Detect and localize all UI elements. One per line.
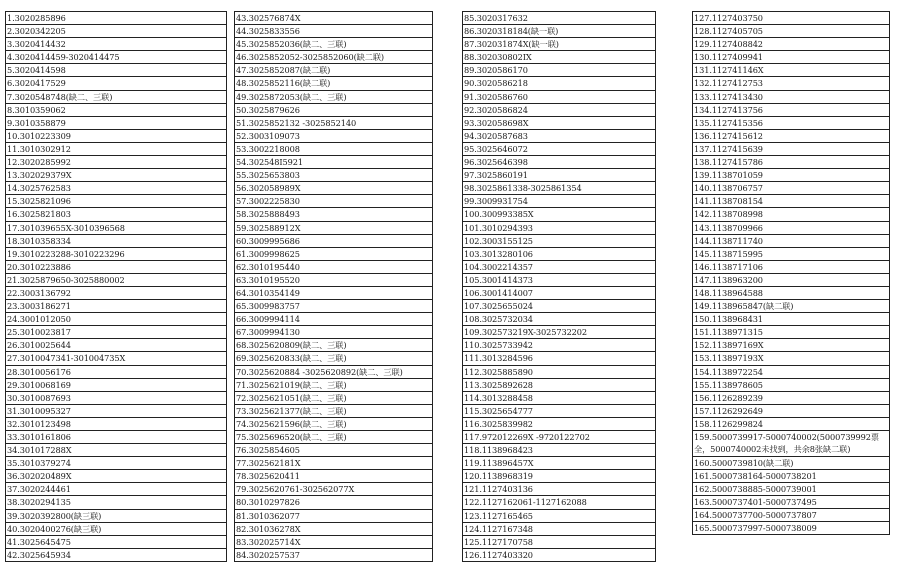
- invoice-entry: 48.3025852116(缺二联): [235, 77, 432, 90]
- invoice-entry: 41.3025645475: [6, 536, 226, 549]
- invoice-entry: 116.3025839982: [463, 418, 655, 431]
- invoice-entry: 164.5000737700-5000737807: [693, 509, 889, 522]
- invoice-entry: 154.1138972254: [693, 366, 889, 379]
- invoice-entry: 18.3010358334: [6, 235, 226, 248]
- invoice-entry: 79.3025620761-302562077X: [235, 483, 432, 496]
- invoice-entry: 100.300993385X: [463, 208, 655, 221]
- invoice-entry: 56.302058989X: [235, 182, 432, 195]
- invoice-entry: 101.3010294393: [463, 222, 655, 235]
- invoice-entry: 61.3009998625: [235, 248, 432, 261]
- invoice-entry: 39.3020392800(缺三联): [6, 510, 226, 523]
- invoice-entry: 150.1138968431: [693, 313, 889, 326]
- invoice-entry: 34.301017288X: [6, 444, 226, 457]
- invoice-entry: 10.3010223309: [6, 130, 226, 143]
- invoice-entry: 70.3025620884 -3025620892(缺二、三联): [235, 366, 432, 379]
- invoice-entry: 84.3020257537: [235, 549, 432, 562]
- invoice-entry: 7.3020548748(缺二、三联): [6, 91, 226, 104]
- invoice-entry: 109.302573219X-3025732202: [463, 326, 655, 339]
- invoice-entry: 49.3025872053(缺二、三联): [235, 91, 432, 104]
- invoice-entry: 122.1127162061-1127162088: [463, 496, 655, 509]
- invoice-entry: 120.1138968319: [463, 470, 655, 483]
- invoice-entry: 157.1126292649: [693, 405, 889, 418]
- invoice-entry: 6.3020417529: [6, 77, 226, 90]
- invoice-entry: 11.3010302912: [6, 143, 226, 156]
- invoice-list-column-2: [234, 11, 433, 562]
- invoice-entry: 123.1127165465: [463, 510, 655, 523]
- invoice-entry: 59.302588912X: [235, 222, 432, 235]
- invoice-entry: 90.3020586218: [463, 77, 655, 90]
- invoice-entry: 75.3025696520(缺二、三联): [235, 431, 432, 444]
- invoice-entry: 80.3010297826: [235, 496, 432, 509]
- invoice-entry: 141.1138708154: [693, 195, 889, 208]
- invoice-entry: 113.3025892628: [463, 379, 655, 392]
- invoice-entry: 128.1127405705: [693, 25, 889, 38]
- invoice-entry: 24.3001012050: [6, 313, 226, 326]
- invoice-entry: 156.1126289239: [693, 392, 889, 405]
- invoice-entry: 35.3010379274: [6, 457, 226, 470]
- invoice-entry: 96.3025646398: [463, 156, 655, 169]
- invoice-entry: 81.3010362077: [235, 510, 432, 523]
- invoice-entry: 160.5000739810(缺二联): [693, 457, 889, 470]
- invoice-entry: 33.3010161806: [6, 431, 226, 444]
- invoice-entry: 105.3001414373: [463, 274, 655, 287]
- invoice-entry: 152.113897169X: [693, 339, 889, 352]
- invoice-entry: 87.302031874X(缺一联): [463, 38, 655, 51]
- invoice-entry: 121.1127403136: [463, 483, 655, 496]
- invoice-entry: 50.3025879626: [235, 104, 432, 117]
- invoice-entry: 43.302576874X: [235, 12, 432, 25]
- invoice-entry: 135.1127415356: [693, 117, 889, 130]
- invoice-entry: 63.3010195520: [235, 274, 432, 287]
- invoice-entry: 114.3013288458: [463, 392, 655, 405]
- invoice-entry: 5.3020414598: [6, 64, 226, 77]
- invoice-entry: 65.3009983757: [235, 300, 432, 313]
- invoice-entry: 108.3025732034: [463, 313, 655, 326]
- invoice-entry: 29.3010068169: [6, 379, 226, 392]
- invoice-entry: 72.3025621051(缺二、三联): [235, 392, 432, 405]
- invoice-entry: 136.1127415612: [693, 130, 889, 143]
- invoice-entry: 62.3010195440: [235, 261, 432, 274]
- invoice-entry: 103.3013280106: [463, 248, 655, 261]
- invoice-list-column-4: [692, 11, 890, 535]
- invoice-entry: 88.302030802IX: [463, 51, 655, 64]
- invoice-list-column-1: [5, 11, 227, 562]
- invoice-entry: 147.1138963200: [693, 274, 889, 287]
- invoice-entry: 8.3010359062: [6, 104, 226, 117]
- invoice-entry: 106.3001414007: [463, 287, 655, 300]
- invoice-entry: 131.112741146X: [693, 64, 889, 77]
- invoice-entry: 16.3025821803: [6, 208, 226, 221]
- invoice-entry: 57.3002225830: [235, 195, 432, 208]
- invoice-entry: 133.1127413430: [693, 91, 889, 104]
- invoice-entry: 92.3020586824: [463, 104, 655, 117]
- invoice-entry: 126.1127403320: [463, 549, 655, 562]
- invoice-entry: 15.3025821096: [6, 195, 226, 208]
- invoice-entry: 140.1138706757: [693, 182, 889, 195]
- invoice-entry: 13.302029379X: [6, 169, 226, 182]
- invoice-entry: 67.3009994130: [235, 326, 432, 339]
- invoice-entry: 91.3020586760: [463, 91, 655, 104]
- invoice-entry: 86.3020318184(缺一联): [463, 25, 655, 38]
- invoice-entry: 146.1138717106: [693, 261, 889, 274]
- invoice-list-column-3: [462, 11, 656, 562]
- invoice-entry: 23.3003186271: [6, 300, 226, 313]
- invoice-entry: 14.3025762583: [6, 182, 226, 195]
- invoice-entry: 98.3025861338-3025861354: [463, 182, 655, 195]
- invoice-entry: 46.3025852052-3025852060(缺二联): [235, 51, 432, 64]
- invoice-entry: 155.1138978605: [693, 379, 889, 392]
- invoice-entry: 82.301036278X: [235, 523, 432, 536]
- invoice-entry: 129.1127408842: [693, 38, 889, 51]
- invoice-entry: 32.3010123498: [6, 418, 226, 431]
- invoice-entry: 3.3020414432: [6, 38, 226, 51]
- invoice-entry: 161.5000738164-5000738201: [693, 470, 889, 483]
- invoice-entry: 12.3020285992: [6, 156, 226, 169]
- invoice-entry: 1.3020285896: [6, 12, 226, 25]
- invoice-entry: 148.1138964588: [693, 287, 889, 300]
- invoice-entry: 165.5000737997-5000738009: [693, 522, 889, 535]
- invoice-entry: 102.3003155125: [463, 235, 655, 248]
- invoice-entry: 124.1127167348: [463, 523, 655, 536]
- invoice-entry: 69.3025620833(缺二、三联): [235, 352, 432, 365]
- invoice-entry: 54.302548I5921: [235, 156, 432, 169]
- invoice-entry: 76.3025854605: [235, 444, 432, 457]
- invoice-entry: 31.3010095327: [6, 405, 226, 418]
- invoice-entry: 73.3025621377(缺二、三联): [235, 405, 432, 418]
- invoice-entry: 74.3025621596(缺二、三联): [235, 418, 432, 431]
- invoice-entry: 68.3025620809(缺二、三联): [235, 339, 432, 352]
- invoice-entry: 36.302020489X: [6, 470, 226, 483]
- invoice-entry: 130.1127409941: [693, 51, 889, 64]
- invoice-entry: 26.3010025644: [6, 339, 226, 352]
- invoice-entry: 158.1126299824: [693, 418, 889, 431]
- invoice-entry: 44.3025833556: [235, 25, 432, 38]
- invoice-entry: 51.3025852132 -3025852140: [235, 117, 432, 130]
- invoice-entry: 149.1138965847(缺二联): [693, 300, 889, 313]
- invoice-entry: 60.3009995686: [235, 235, 432, 248]
- invoice-entry: 40.3020400276(缺三联): [6, 523, 226, 536]
- invoice-entry: 85.3020317632: [463, 12, 655, 25]
- invoice-entry: 97.3025860191: [463, 169, 655, 182]
- invoice-entry: 28.3010056176: [6, 366, 226, 379]
- invoice-entry: 17.301039655X-3010396568: [6, 222, 226, 235]
- invoice-entry: 93.302058698X: [463, 117, 655, 130]
- invoice-entry: 104.3002214357: [463, 261, 655, 274]
- invoice-entry: 159.5000739917-5000740002(5000739992票全，5000740002未找到，共余8张缺二联): [693, 431, 889, 457]
- invoice-entry: 78.3025620411: [235, 470, 432, 483]
- invoice-entry: 117.972012269X -9720122702: [463, 431, 655, 444]
- invoice-entry: 37.3020244461: [6, 483, 226, 496]
- invoice-entry: 127.1127403750: [693, 12, 889, 25]
- invoice-entry: 142.1138708998: [693, 208, 889, 221]
- invoice-entry: 115.3025654777: [463, 405, 655, 418]
- invoice-entry: 38.3020294135: [6, 496, 226, 509]
- invoice-entry: 64.3010354149: [235, 287, 432, 300]
- invoice-entry: 21.3025879650-3025880002: [6, 274, 226, 287]
- invoice-entry: 132.1127412753: [693, 77, 889, 90]
- invoice-entry: 145.1138715995: [693, 248, 889, 261]
- invoice-entry: 83.302025714X: [235, 536, 432, 549]
- invoice-entry: 138.1127415786: [693, 156, 889, 169]
- invoice-entry: 55.3025653803: [235, 169, 432, 182]
- invoice-entry: 137.1127415639: [693, 143, 889, 156]
- invoice-entry: 94.3020587683: [463, 130, 655, 143]
- invoice-entry: 42.3025645934: [6, 549, 226, 562]
- invoice-entry: 30.3010087693: [6, 392, 226, 405]
- invoice-entry: 53.3002218008: [235, 143, 432, 156]
- invoice-entry: 143.1138709966: [693, 222, 889, 235]
- invoice-entry: 45.3025852036(缺二、三联): [235, 38, 432, 51]
- invoice-entry: 95.3025646072: [463, 143, 655, 156]
- invoice-entry: 22.3003136792: [6, 287, 226, 300]
- invoice-entry: 89.3020586170: [463, 64, 655, 77]
- invoice-entry: 4.3020414459-3020414475: [6, 51, 226, 64]
- invoice-entry: 125.1127170758: [463, 536, 655, 549]
- invoice-entry: 107.3025655024: [463, 300, 655, 313]
- invoice-entry: 27.3010047341-301004735X: [6, 352, 226, 365]
- invoice-entry: 9.3010358879: [6, 117, 226, 130]
- invoice-entry: 111.3013284596: [463, 352, 655, 365]
- invoice-entry: 118.1138968423: [463, 444, 655, 457]
- invoice-entry: 163.5000737401-5000737495: [693, 496, 889, 509]
- invoice-entry: 66.3009994114: [235, 313, 432, 326]
- invoice-entry: 119.113896457X: [463, 457, 655, 470]
- invoice-entry: 71.3025621019(缺二、三联): [235, 379, 432, 392]
- invoice-entry: 162.5000738885-5000739001: [693, 483, 889, 496]
- invoice-entry: 153.113897193X: [693, 352, 889, 365]
- invoice-entry: 47.3025852087(缺二联): [235, 64, 432, 77]
- invoice-entry: 2.3020342205: [6, 25, 226, 38]
- invoice-entry: 139.1138701059: [693, 169, 889, 182]
- invoice-entry: 19.3010223288-3010223296: [6, 248, 226, 261]
- invoice-entry: 134.1127413756: [693, 104, 889, 117]
- invoice-entry: 20.3010223886: [6, 261, 226, 274]
- invoice-entry: 151.1138971315: [693, 326, 889, 339]
- invoice-entry: 52.3003109073: [235, 130, 432, 143]
- invoice-entry: 112.3025885890: [463, 366, 655, 379]
- invoice-entry: 144.1138711740: [693, 235, 889, 248]
- invoice-entry: 99.3009931754: [463, 195, 655, 208]
- invoice-entry: 58.3025888493: [235, 208, 432, 221]
- invoice-entry: 25.3010023817: [6, 326, 226, 339]
- invoice-entry: 110.3025733942: [463, 339, 655, 352]
- invoice-entry: 77.302562181X: [235, 457, 432, 470]
